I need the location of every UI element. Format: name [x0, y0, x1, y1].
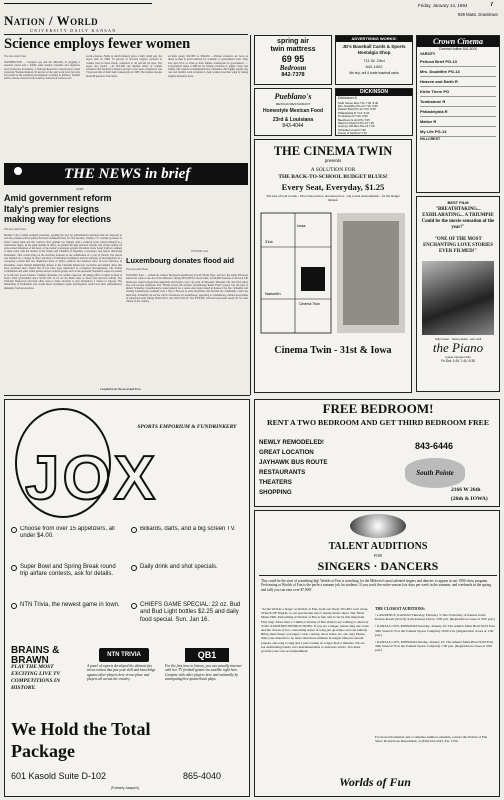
jox-feature-text: NTN Trivia, the newest game in town.: [20, 602, 120, 608]
apartments-addr2: (26th & IOWA): [451, 496, 488, 502]
talent-for: FOR: [373, 553, 383, 558]
piano-quote2: "ONE OF THE MOST ENCHANTING LOVE STORIES EVER FILMED!": [423, 237, 493, 254]
dickinson-showtime: Mrs. Doubtfire PG-13 7:15, 9:35: [338, 103, 378, 108]
worlds-of-fun-logo: Worlds of Fun: [339, 775, 411, 789]
ad-south-pointe: [254, 399, 500, 507]
crown-title: Crown Cinema: [417, 36, 499, 47]
dickinson-showtime: Philadelphia R 7:10, 9:40: [338, 110, 370, 115]
dickinson-showtime: Schindler's List R 7:30: [338, 127, 366, 132]
cinema-twin-solution: A SOLUTION FOR: [310, 167, 356, 173]
baseball-note: We buy, sell & trade baseball cards: [349, 71, 399, 75]
piano-times: Fri-Sat: 1:45, 7:40, 9:35: [441, 359, 475, 363]
crown-address: 939 Mass. Downtown: [457, 12, 498, 17]
mexican-line1: MEXICAN RESTAURANT: [275, 102, 311, 106]
talent-singers-dancers: SINGERS · DANCERS: [317, 559, 439, 573]
jox-address: 601 Kasold Suite D-102: [11, 771, 107, 781]
crown-varsity: VARSITY: [420, 52, 436, 56]
ad-talent-auditions: [254, 510, 500, 797]
bullet-icon: [131, 603, 137, 609]
jox-qb1-text: For the first time in history, you can actually interact with live TV football games via satellite right here. Compete with other players here and nationally by anticipating live quarterback plays.: [165, 664, 242, 682]
ad-baseball: [335, 35, 413, 85]
brief1-byline: The Associated Press: [4, 228, 27, 231]
ad-the-piano: [416, 196, 500, 392]
lead-byline: The Associated Press: [4, 55, 27, 58]
jox-ntn-logo: NTN TRIVIA: [99, 648, 149, 662]
map-label-naismith: Naismith: [265, 291, 281, 296]
jox-feature: [11, 602, 125, 638]
dickinson-showtimes: [336, 101, 412, 137]
jox-logo: JOX: [25, 444, 159, 513]
lead-col-3: an male salary, $52,000 vs. $59,000. —Female scientists are twice as likely as men to leave industry for academic or government work. They also quit twice as often as their female counterparts in government. —Corporations make it difficult for female scientists to juggle career and family. The council recommended that companies offer higher quality day care and flexible work schedules to help women lose their edge by taking lengthy maternity leave.: [168, 55, 248, 78]
piano-title: the Piano: [432, 340, 484, 355]
bullet-icon: [11, 527, 17, 533]
mattress-line2: twin mattress: [270, 46, 316, 53]
dickinson-showtime: Pelican Brief PG-13 7:00, 9:45: [338, 107, 376, 112]
talent-right-title: THE CLOSEST AUDITIONS:: [375, 607, 425, 611]
mattress-phone: 842-7378: [281, 72, 305, 78]
dickinson-showtime: Sixth Sense Mon-Thu 7:30, 9:40: [338, 100, 379, 105]
mattress-price: 69 95: [281, 54, 305, 64]
lead-col-1: WASHINGTON — Unequal pay and the difficulty of juggling a research career and a family push women scientists and engineers away from jobs in industry, a National Research Council report stated yesterday. Women make up 45 percent of the total work force but only 22 percent of the scientists and engineers working in industry. Women tend to choose careers in life sciences, behavioral sciences and: [4, 61, 80, 81]
brief1-body: Premier Carlo Ciampi resigned yesterday, opening the way for parliamentary elections that are expected to oust the scandal-scarred parties that have dominated Italy for five decades. Ciampi, 73, a former governor of Italy's central bank and the country's first premier not aligned with a political party, turned himself in a transitional figure. In his eight months in office, he pushed through electoral reforms and started selling off state-owned industries at the heart of the nation's patronage system. President Oscar Luigi Scalfaro planned to meet today with the leaders of the Senate and Chamber of Deputies, a necessary step before dissolving Parliament. That would bring on the elections foreseen as the culmination of a year of reform. The period was marked by a change in direct elections of individual lawmakers and the reducing of investigations in a corruption scandal that has implicated most of Italy's political and business elite. In local elections in December, voters handed humiliating defeats to the Christian Democrats, Socialists and smaller allies that have governed since World War II but have been implicated in corruption investigations. The former Communists and other leftist parties and pro-reform groups such as the separatist Northern League are poised to be the new power brokers. Ciampi's departure was widely expected. On taking office in April as head of Italy's 52nd government since World War II, he set his main tasks as fiscal and electoral reform. The Christian Democrats and their allies want to delay elections to give themselves a chance to regroup. The disbanding of Parliament also would mean lawmakers under investigation would lose their parliamentary immunity from prosecution.: [4, 234, 122, 290]
brief2-headline: Luxembourg donates flood aid: [126, 256, 234, 265]
piano-cast: holly hunter · harvey keitel · sam neill: [434, 337, 482, 341]
dickinson-showtime: House of Spirits R 7:15: [338, 131, 367, 136]
talent-left-col: "At the Worlds o Stage" at Worlds of Fun, from our lively 50's-60's rock revue, STAGE OF WALK, to our spectacular new Country music show, The Trivet Music Hall. Performing at Worlds of Fun is fun, and it can be that important First Step. More than 1.5 million Worlds of Fun visitors are waiting to discover YOU! AUDITION INSTRUCTIONS: If you are a singer, please sing one verse and the chorus of two contrasting styles of song (an up-tempo and one ballad). Bring sheet music you enjoy: rock, country, show tunes, etc. (no rap). Please limit your material to no more than three minutes in length. Dancers should prepare one song to sing and a jazz routine no longer than 2 minutes. We are not auditioning bands, solo instrumentalists or dance/tie artists. You must provide your own accompaniment.: [261, 607, 369, 654]
piano-photo: [422, 261, 494, 335]
ad-mexican: [254, 88, 332, 136]
brief1-headline: Amid government reform Italy's premier resigns making way for elections: [4, 193, 112, 224]
mexican-line4: 843-4044: [282, 123, 304, 129]
mexican-line3: 23rd & Louisiana: [272, 116, 314, 123]
bullet-icon: [131, 565, 137, 571]
apartment-feature: SHOPPING: [259, 489, 292, 496]
dickinson-showtime: Beethoven's 2nd PG 7:05: [338, 117, 370, 122]
brief1-dateline: ROME: [76, 188, 84, 191]
news-brief-title: THE NEWS in brief: [64, 166, 191, 182]
cinema-twin-presents: presents: [324, 159, 342, 164]
jox-feature-text: Super Bowl and Spring Break round trip airfare contests, ask for details.: [20, 564, 116, 578]
crown-movie: Malice R: [420, 117, 496, 127]
mattress-store: Bedroom: [279, 64, 307, 72]
apartments-features: [259, 438, 369, 504]
cinema-twin-footer: Cinema Twin - 31st & Iowa: [274, 345, 392, 356]
ad-cinema-twin: [254, 139, 412, 393]
bullet-icon: [131, 527, 137, 533]
south-pointe-logo: South Pointe: [405, 458, 465, 488]
apartments-addr1: 2166 W 26th: [451, 487, 481, 493]
apartment-feature: RESTAURANTS: [259, 469, 306, 476]
apartment-feature: JAYHAWK BUS ROUTE: [259, 459, 328, 466]
jox-feature-text: Billiards, darts, and a big screen TV.: [140, 526, 236, 532]
mexican-logo: Pueblano's: [274, 92, 312, 101]
crown-movie: Kirlin There PG: [420, 87, 496, 97]
dickinson-showtime: Tombstone R 7:20, 9:50: [338, 114, 368, 119]
page-number: 7: [490, 2, 494, 8]
baseball-addr: 711 W. 23rd: [363, 58, 385, 63]
apartment-feature: NEWLY REMODELED!: [259, 439, 324, 446]
bullet-icon: [11, 565, 17, 571]
piano-quote1: "BREATHTAKING... EXHILARATING... A TRIUMPH! Could be the movie sensation of the year!": [421, 207, 495, 230]
audition-location: • KANSAS CITY, MISSOURI Saturday, January 22: The Adam's Mark Hotel 9103 East 39th Street 0:70 at the Truman Sports Complex) 10:00 a.m. (Registration closes at 1:00 p.m.): [375, 624, 495, 637]
baseball-title: JD's Baseball Cards & Sports Nostalgia Shop: [342, 44, 406, 55]
brief2-dateline: ELWOOD, Kan.: [191, 250, 209, 253]
cinema-twin-budget: THE BACK-TO-SCHOOL BUDGET BLUES!: [278, 174, 388, 180]
talent-intro: This could be the start of something big! Worlds of Fun is searching for the Midwest's most talented singers and dancers to appear in our 1994 show program. Performing at Worlds of Fun is the perfect summer job for students. If you work the entire season (six days per week in the summer, and weekends in the spring and fall) you can earn over $7,000!: [261, 579, 492, 592]
jox-tagline: SPORTS EMPORIUM & FUNDRINKERY: [137, 424, 237, 430]
jox-feature-text: Choose from over 15 appetizers, all under $4.00.: [20, 526, 115, 540]
ad-dickinson: [335, 88, 413, 136]
jox-feature: [131, 526, 245, 562]
crown-movie: My Life PG-13: [420, 127, 496, 137]
dickinson-title: DICKINSON: [336, 89, 412, 96]
apartment-feature: THEATERS: [259, 479, 292, 486]
cinema-twin-map: [255, 207, 411, 345]
piano-subtitle: a jane campion film: [445, 355, 471, 359]
jox-ntn-text: A panel of experts developed the ultimate fun trivia contest that pits your skill and knowledge against other players here in our place and players all across the country.: [87, 664, 156, 682]
map-label-31st: 31st: [265, 239, 273, 244]
jox-brains: BRAINS & BRAWN: [11, 646, 60, 664]
section-title: Nation / World: [4, 14, 99, 28]
ad-jox: [4, 399, 250, 797]
jox-hold: We Hold the Total Package: [11, 719, 151, 761]
crown-movie: Mrs. Doubtfire PG-13: [420, 67, 496, 77]
jox-feature-text: Daily drink and shot specials.: [140, 564, 218, 570]
cinema-twin-title: THE CINEMA TWIN: [273, 144, 393, 158]
mattress-line1: spring air: [277, 38, 309, 45]
baseball-phone: 842-1002: [365, 64, 383, 69]
talent-contact: For more information and a complete audition schedule, contact the Worlds of Fun Show Productions Department, at (816) 454-4545, Ext. 1350.: [375, 735, 488, 744]
brief-credit: Compiled from The Associated Press.: [100, 388, 142, 391]
crown-hillcrest: HILLCREST: [420, 137, 441, 141]
talent-title: TALENT AUDITIONS: [328, 541, 428, 552]
audition-location: • LAWRENCE, KANSAS Thursday, February 3: The University of Kansas in the Kansas Room (level 6) at the Kansas Union. 3:00 p.m. (Registration closes at 5:00 p.m.): [375, 613, 495, 622]
jox-qb1-logo: QB1: [185, 648, 229, 662]
map-label-cinema: Cinema Twin: [299, 302, 320, 306]
crown-movie-list: [417, 57, 499, 137]
bullet-icon: [11, 603, 17, 609]
apartments-phone: 843-6446: [415, 441, 454, 451]
cinema-twin-price: Every Seat, Everyday, $1.25: [281, 182, 385, 192]
jox-phone: 865-4040: [183, 771, 222, 781]
crown-movie: Pelican Brief PG-13: [420, 57, 496, 67]
audition-location: • KANSAS CITY, MISSOURI Sunday, January 23: The Adam's Mark Hotel 9103 East 39th Street 0:70 at the Truman Sports Complex) 1:00 p.m. (Registration closes at 2:00 p.m.): [375, 640, 493, 653]
jox-feature-text: CHIEFS GAME SPECIAL: 22 oz. Bud and Bud Light bottles $2.25 and daily food special. Sun. Jan 16.: [140, 602, 241, 623]
dickinson-addr: Dickinson 6: [338, 96, 357, 100]
crown-movie: Heaven and Earth R: [420, 77, 496, 87]
apartments-sub: RENT A TWO BEDROOM AND GET THIRD BEDROOM FREE: [266, 418, 490, 427]
map-label-iowa: Iowa: [297, 223, 306, 228]
jox-feature: [11, 526, 125, 562]
issue-date: Friday, January 14, 1994: [418, 3, 468, 8]
ad-mattress: [254, 35, 332, 85]
lead-col-2: social sciences. Fields in which industry plays a fairly small part, the report said. In 1989, 70 percent of doctoral degrees awarded to women were in those fields, compared to 46 percent for men. The report also found: —At $51,900, the median salary of women scientists with bachelor's degrees and up to four years' experience was 74 percent that of their male counterparts in 1989. The median income made 88 percent of the medi-: [86, 55, 162, 78]
mexican-line2: Homestyle Mexican Food: [262, 108, 323, 114]
piano-best-film: BEST FILM: [447, 200, 469, 205]
spotlight-icon: [350, 514, 406, 538]
news-brief-banner: [4, 163, 248, 185]
jox-brains-sub: PLAY THE MOST EXCITING LIVE TV COMPETITIONS IN HISTORY.: [11, 664, 61, 691]
dickinson-showtime: Wayne's World 2 PG-13 7:25: [338, 120, 374, 125]
crown-movie: Tombstone R: [420, 97, 496, 107]
jox-feature: [131, 602, 245, 638]
apartment-feature: GREAT LOCATION: [259, 449, 314, 456]
jox-feature: [131, 564, 245, 600]
masthead-subtitle: UNIVERSITY DAILY KANSAN: [30, 28, 117, 33]
dickinson-showtime: Grumpy Old Men PG-13 7:00: [338, 124, 375, 129]
crown-movie: Philadelphia R: [420, 107, 496, 117]
jox-features: [11, 526, 245, 644]
lead-headline: Science employs fewer women: [4, 37, 191, 52]
cinema-twin-small: The best of both worlds... First Class service, discount prices... big screen entertainment... for the budget minded.: [266, 194, 400, 202]
brief2-body: ELWOOD, Kan. — American soldiers liberated Luxembourg in both World Wars, and now the small European nation has come to the aid of the Midwest, raising $370,000 for flood relief. A $10,000 donation to Elwood will mean new school playground equipment and maybe a new city park. In Missouri, Missouri City and West Alton also will receive donations. The "Hands Across the Atlantic Luxembourg Relief Fund" project was the idea of Robert Schaeffer, Luxembourg's consul general for a seven-state region based in Kansas City, Mo. Schaeffer and visiting Luxembourg residents took a trip to Elwood in early December and decided the community could use their help. Schaeffer put out the call for donations in Luxembourg, appealing to Luxembourg cultural association of Americans help during World War I and World War II. The $370,000 collected represents nearly $1 for each citizen of the country.: [126, 274, 248, 304]
ad-crown-cinema: [416, 35, 500, 193]
jox-former: (Formerly Jacque's): [110, 786, 140, 790]
crown-hotline: Cinema Hotline 841-5000: [438, 47, 478, 51]
apartments-headline: FREE BEDROOM!: [322, 402, 434, 416]
jox-feature: [11, 564, 125, 600]
talent-audition-list: [375, 613, 495, 733]
brief2-byline: The Associated Press: [126, 268, 149, 271]
adv-works-label: ADVERTISING WORKS!: [336, 36, 412, 42]
